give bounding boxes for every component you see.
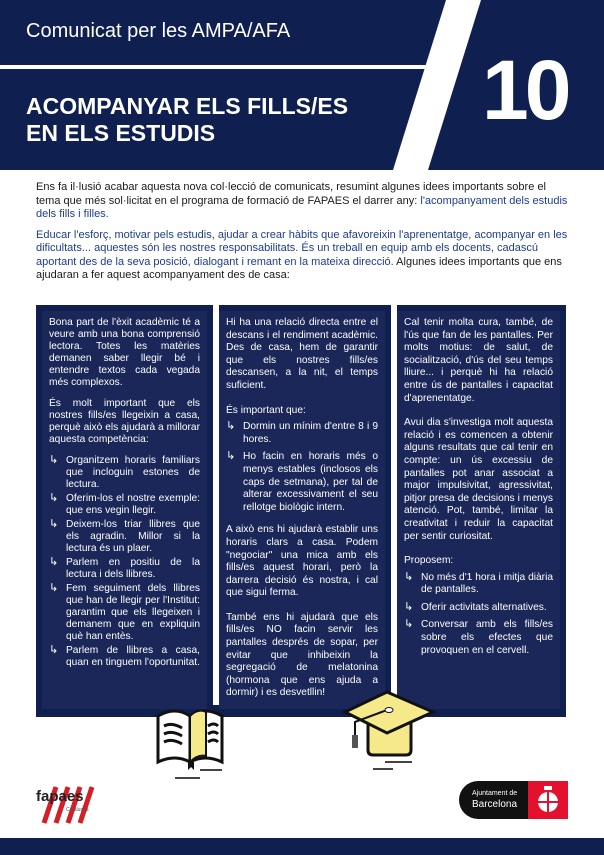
list-item <box>404 572 553 597</box>
ajuntament-barcelona-logo <box>459 781 568 819</box>
intro-p1-highlight: l'acompanyament dels estudis dels fills i filles. <box>36 194 568 220</box>
arrow-icon: ↳ <box>49 644 59 656</box>
col2-paragraph: Hi ha una relació directa entre el descans i el rendiment acadèmic. Des de casa, hem de garantir que els nostres fills/es descansen, a la nit, el temps suficient. <box>226 317 378 391</box>
arrow-icon: ↳ <box>226 420 236 433</box>
list-item-text: Oferim-los el nostre exemple: que ens vegin llegir. <box>66 493 200 516</box>
fapaes-logo-text: fapaes <box>36 788 84 805</box>
list-item-text: Ho facin en horaris més o menys estables (inclosos els caps de setmana), per tal de alterar excessivament el seu rellotge biològic intern. <box>243 451 378 513</box>
column-screens <box>397 311 560 709</box>
col3-paragraph: Proposem: <box>404 555 454 567</box>
arrow-icon: ↳ <box>49 582 59 594</box>
list-item-text: Dormin un mínim d'entre 8 i 9 hores. <box>243 421 378 445</box>
col1-list <box>49 455 200 669</box>
page-title <box>26 93 348 147</box>
list-item <box>49 583 200 643</box>
arrow-icon: ↳ <box>49 518 59 530</box>
list-item <box>49 557 200 581</box>
bcn-logo-line2: Barcelona <box>472 799 518 810</box>
list-item <box>226 451 378 514</box>
list-item <box>49 519 200 555</box>
bcn-shield-area <box>528 781 568 819</box>
list-item-text: Deixem-los triar llibres que els agradin. Millor si la lectura és un plaer. <box>66 519 200 554</box>
col2-paragraph: També ens hi ajudarà que els fills/es NO facin servir les pantalles després de sopar, per evitar que inhibeixin la segregació de melatonina (hormona que ens ajuda a dormir) i es desvetllin! <box>226 611 378 699</box>
list-item-text: Oferir activitats alternatives. <box>421 601 547 613</box>
list-item <box>226 421 378 446</box>
col1-paragraph: Bona part de l'èxit acadèmic té a veure amb una bona comprensió lectora. Totes les matèries demanen saber llegir bé i entendre textos cada vegada més complexos. <box>49 317 200 388</box>
arrow-icon: ↳ <box>49 556 59 568</box>
intro-p2-text: Algunes idees importants que ens ajudaran a fer aquest acompanyament des de casa: <box>36 255 562 281</box>
list-item-text: No més d'1 hora i mitja diària de pantalles. <box>421 571 553 596</box>
intro-p1-text: Ens fa il·lusió acabar aquesta nova col·lecció de comunicats, resumint algunes idees importants sobre el tema que més sol·licitat en el programa de formació de FAPAES el darrer any: <box>36 181 546 207</box>
intro-p2-highlight: Educar l'esforç, motivar pels estudis, ajudar a crear hàbits que afavoreixin l'aprenentatge, acompanyar en les dificultats... aquestes són les nostres responsabilitats. És un treball en equip amb els docents, cadascú aportant des de la seva posició, dialogant i remant en la mateixa direcció. <box>36 228 568 268</box>
header-divider <box>0 65 428 69</box>
title-line-1: ACOMPANYAR ELS FILLS/ES <box>26 93 349 119</box>
bcn-logo-line1: Ajuntament de <box>472 790 518 797</box>
list-item <box>404 619 553 657</box>
list-item <box>49 455 200 491</box>
list-item <box>49 493 200 517</box>
column-rest <box>219 311 385 709</box>
fapaes-logo <box>36 785 100 825</box>
header-subtitle: Comunicat per les AMPA/AFA <box>26 20 291 42</box>
col1-paragraph: És molt important que els nostres fills/es llegeixin a casa, perquè això els ajudarà a millorar aquesta competència: <box>49 398 200 445</box>
col2-paragraph: És important que: <box>226 404 306 416</box>
barcelona-shield-icon <box>528 781 568 819</box>
issue-number: 10 <box>482 43 568 137</box>
arrow-icon: ↳ <box>404 618 414 631</box>
intro-paragraph-1 <box>36 181 570 222</box>
arrow-icon: ↳ <box>49 492 59 504</box>
list-item-text: Organitzem horaris familiars que incloguin estones de lectura. <box>66 455 200 490</box>
list-item-text: Conversar amb els fills/es sobre els efectes que provoquen en el cervell. <box>421 619 553 656</box>
graduation-cap-icon <box>340 690 440 770</box>
list-item <box>49 645 200 669</box>
col3-paragraph: Cal tenir molta cura, també, de l'ús que fan de les pantalles. Per molts motius: de salut, de socialització, d'ús del seu temps lliure... i perquè hi ha relació entre ús de pantalles i capacitat d'aprenentatge. <box>404 317 553 404</box>
intro-paragraph-2 <box>36 229 570 283</box>
col2-list <box>226 421 378 514</box>
columns-box <box>36 305 566 717</box>
list-item <box>404 602 553 615</box>
arrow-icon: ↳ <box>49 454 59 466</box>
arrow-icon: ↳ <box>404 570 414 583</box>
intro-text <box>36 181 570 290</box>
arrow-icon: ↳ <box>226 450 236 463</box>
column-reading <box>42 311 207 709</box>
fapaes-logo-sub: Catalunya <box>66 807 89 813</box>
list-item-text: Parlem en positiu de la lectura i dels llibres. <box>66 557 200 580</box>
col2-paragraph: A això ens hi ajudarà establir uns horaris clars a casa. Podem "negociar" una mica amb els fills/es aquest horari, però la darrera decisió és nostra, i cal que sigui ferma. <box>226 524 378 599</box>
col3-list <box>404 572 553 658</box>
list-item-text: Parlem de llibres a casa, quan en tinguem l'oportunitat. <box>66 645 200 668</box>
title-line-2: EN ELS ESTUDIS <box>26 120 216 146</box>
col3-paragraph: Avui dia s'investiga molt aquesta relació i es comencen a obtenir alguns resultats que cal tenir en compte: un ús excessiu de pantalles pot anar associat a major impulsivitat, agressivitat, pitjor presa de decisions i menys atenció. Pot, també, limitar la creativitat i reduir la capacitat per sentir curiositat. <box>404 417 553 542</box>
list-item-text: Fem seguiment dels llibres que han de llegir per l'Institut: garantim que els llegeixen i demanem que en expliquin què han entès. <box>66 583 200 642</box>
footer-band <box>0 838 604 855</box>
header-banner <box>0 0 604 170</box>
arrow-icon: ↳ <box>404 600 414 613</box>
open-book-icon <box>150 704 230 784</box>
